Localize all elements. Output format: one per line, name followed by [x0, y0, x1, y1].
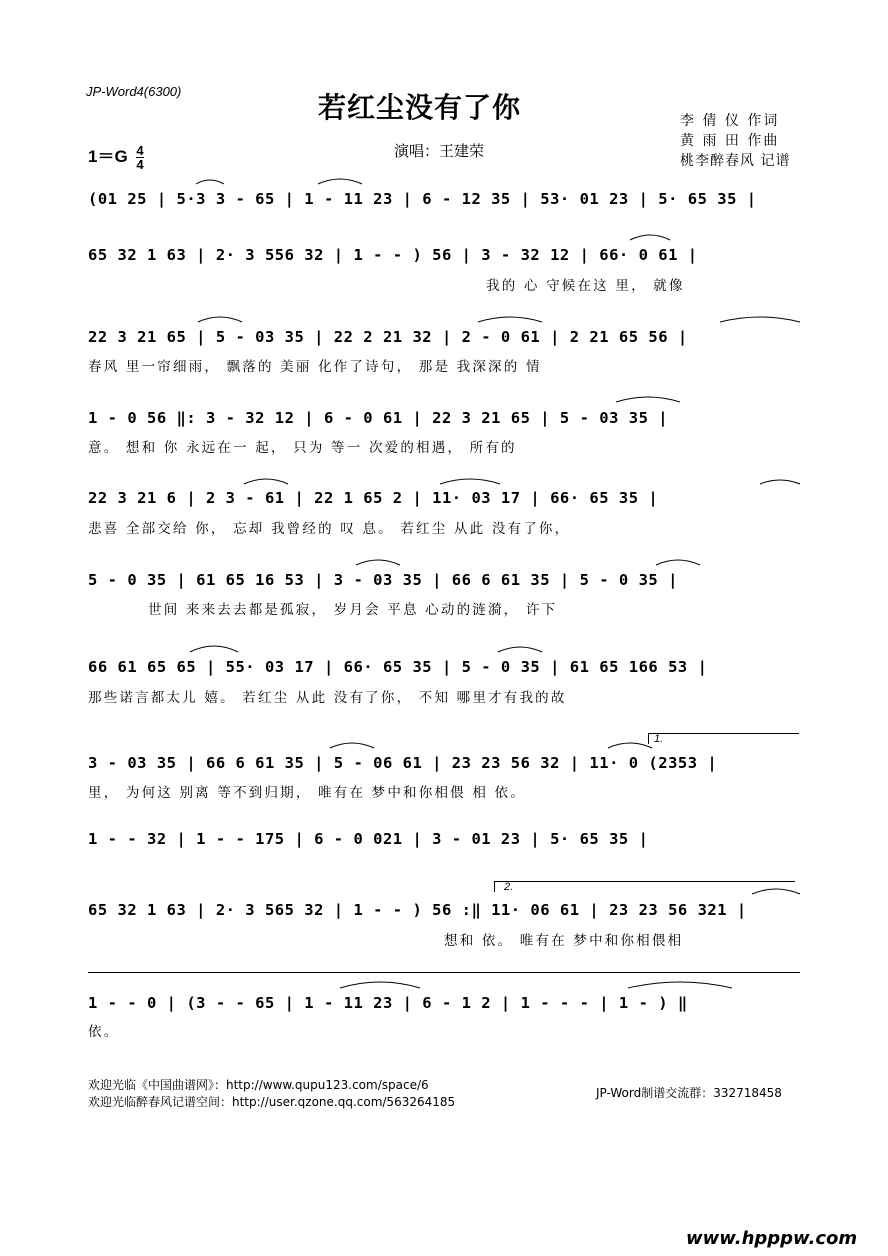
footer-group-number: JP-Word制谱交流群：332718458: [596, 1086, 782, 1100]
system-8-lyrics: 里， 为何这 别离 等不到归期， 唯有在 梦中和你相偎 相 依。: [88, 785, 526, 801]
volta-1-number: 1.: [654, 733, 664, 745]
system-9-notes: 1 - - 32 | 1 - - 175 | 6 - 0 021 | 3 - 01 23 | 5· 65 35 |: [88, 830, 649, 848]
system-3-lyrics: 春风 里一帘细雨， 飘落的 美丽 化作了诗句， 那是 我深深的 情: [88, 359, 542, 375]
footer-site-link: 欢迎光临《中国曲谱网》：http://www.qupu123.com/space/6: [88, 1078, 429, 1092]
key-label: 1＝G: [88, 147, 128, 166]
time-signature-bottom: 4: [136, 157, 144, 173]
system-8-notes: 3 - 03 35 | 66 6 61 35 | 5 - 06 61 | 23 23 56 32 | 11· 0 (2353 |: [88, 754, 718, 772]
system-6-notes: 5 - 0 35 | 61 65 16 53 | 3 - 03 35 | 66 6 61 35 | 5 - 0 35 |: [88, 571, 678, 589]
system-6-lyrics: 世间 来来去去都是孤寂， 岁月会 平息 心动的涟漪， 许下: [148, 602, 558, 618]
system-4-lyrics: 意。 想和 你 永远在一 起， 只为 等一 次爱的相遇， 所有的: [88, 440, 517, 456]
system-1-notes: (01 25 | 5·3 3 - 65 | 1 - 11 23 | 6 - 12 35 | 53· 01 23 | 5· 65 35 |: [88, 190, 757, 208]
transcriber-credit: 桃李醉春风 记谱: [680, 153, 791, 169]
watermark-url: www.hpppw.com: [686, 1228, 858, 1249]
system-2-notes: 65 32 1 63 | 2· 3 556 32 | 1 - - ) 56 | 3 - 32 12 | 66· 0 61 |: [88, 246, 698, 264]
system-5-lyrics: 悲喜 全部交给 你， 忘却 我曾经的 叹 息。 若红尘 从此 没有了你，: [88, 521, 571, 537]
system-4-notes: 1 - 0 56 ‖: 3 - 32 12 | 6 - 0 61 | 22 3 21 65 | 5 - 03 35 |: [88, 409, 669, 427]
volta-2-number: 2.: [504, 881, 514, 893]
software-label: JP-Word4(6300): [86, 84, 182, 99]
system-11-lyrics: 依。: [88, 1024, 120, 1040]
footer-space-link: 欢迎光临醉春风记谱空间：http://user.qzone.qq.com/563264185: [88, 1095, 456, 1109]
song-title: 若红尘没有了你: [318, 91, 522, 124]
system-11-notes: 1 - - 0 | (3 - - 65 | 1 - 11 23 | 6 - 1 2 | 1 - - - | 1 - ) ‖: [88, 994, 688, 1012]
singer-credit: 演唱：王建荣: [394, 142, 485, 160]
system-10-lyrics: 想和 依。 唯有在 梦中和你相偎相: [444, 933, 684, 949]
system-3-notes: 22 3 21 65 | 5 - 03 35 | 22 2 21 32 | 2 - 0 61 | 2 21 65 56 |: [88, 328, 688, 346]
time-signature-top: 4: [136, 143, 144, 159]
composer-credit: 黄 雨 田 作曲: [680, 133, 780, 149]
system-7-notes: 66 61 65 65 | 55· 03 17 | 66· 65 35 | 5 - 0 35 | 61 65 166 53 |: [88, 658, 708, 676]
system-10-notes: 65 32 1 63 | 2· 3 565 32 | 1 - - ) 56 :‖ 11· 06 61 | 23 23 56 321 |: [88, 901, 747, 919]
system-2-lyrics: 我的 心 守候在这 里， 就像: [486, 278, 685, 294]
system-7-lyrics: 那些诺言都太儿 嬉。 若红尘 从此 没有了你， 不知 哪里才有我的故: [88, 690, 567, 706]
lyricist-credit: 李 倩 仪 作词: [680, 113, 780, 129]
system-5-notes: 22 3 21 6 | 2 3 - 61 | 22 1 65 2 | 11· 03 17 | 66· 65 35 |: [88, 489, 659, 507]
